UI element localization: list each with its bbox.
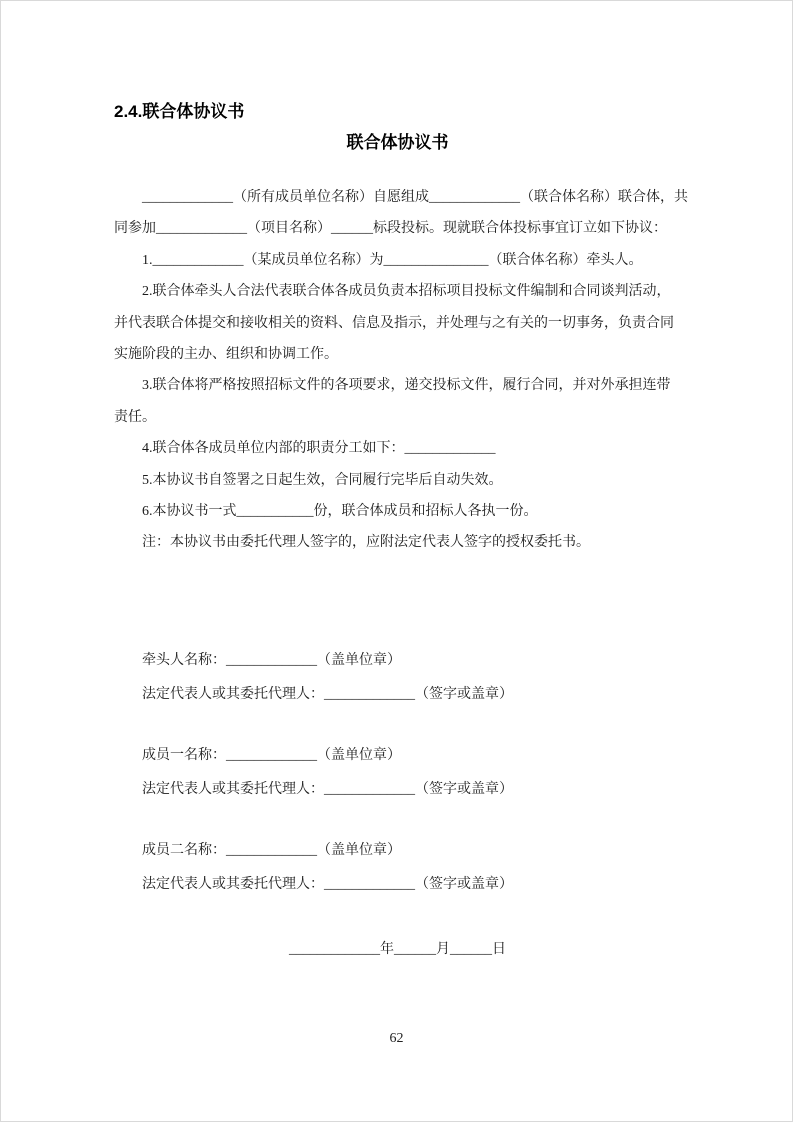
paragraph-line: 并代表联合体提交和接收相关的资料、信息及指示，并处理与之有关的一切事务，负责合同 [114,315,674,331]
member2-name-line: 成员二名称：_____________（盖单位章） [142,842,401,858]
paragraph-line: 注：本协议书由委托代理人签字的，应附法定代表人签字的授权委托书。 [142,535,590,551]
page-content [114,1,688,967]
section-heading: 2.4.联合体协议书 [114,102,245,121]
member1-rep-line: 法定代表人或其委托代理人：_____________（签字或盖章） [142,781,513,797]
member2-rep-line: 法定代表人或其委托代理人：_____________（签字或盖章） [142,876,513,892]
paragraph-line: 2.联合体牵头人合法代表联合体各成员负责本招标项目投标文件编制和合同谈判活动， [142,284,671,300]
paragraph-line: 实施阶段的主办、组织和协调工作。 [114,347,338,363]
lead-name-line: 牵头人名称：_____________（盖单位章） [142,652,401,668]
paragraph-line: 同参加_____________（项目名称）______标段投标。现就联合体投标事宜订立如下协议： [114,221,667,237]
paragraph-line: 4.联合体各成员单位内部的职责分工如下：_____________ [142,441,496,457]
paragraph-line: 1._____________（某成员单位名称）为_______________（联合体名称）牵头人。 [142,252,643,268]
date-line: _____________年______月______日 [289,941,506,957]
signature-gap [114,712,681,739]
page-number: 62 [389,1031,404,1046]
paragraph-line: 6.本协议书一式___________份，联合体成员和招标人各执一份。 [142,504,538,520]
signature-section [114,644,681,902]
lead-rep-line: 法定代表人或其委托代理人：_____________（签字或盖章） [142,686,513,702]
paragraph-line: 责任。 [114,409,156,425]
member1-name-line: 成员一名称：_____________（盖单位章） [142,747,401,763]
signature-gap [114,807,681,834]
paragraph-line: 3.联合体将严格按照招标文件的各项要求，递交投标文件，履行合同，并对外承担连带 [142,378,671,394]
document-title: 联合体协议书 [346,133,449,152]
body-text [114,182,688,559]
paragraph-line: 5.本协议书自签署之日起生效，合同履行完毕后自动失效。 [142,472,503,488]
paragraph-line: _____________（所有成员单位名称）自愿组成_____________（联合体名称）联合体，共 [142,190,688,205]
